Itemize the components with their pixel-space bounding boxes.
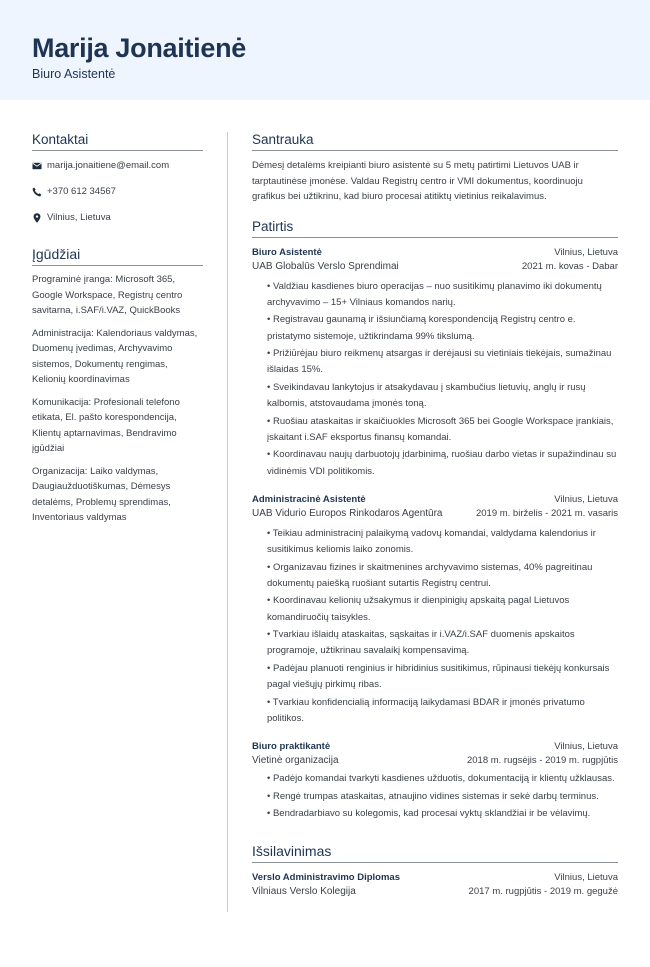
email-icon [32, 161, 42, 171]
job-organization: UAB Vidurio Europos Rinkodaros Agentūra [252, 507, 443, 519]
skill-item: Programinė įranga: Microsoft 365, Google Workspace, Registrų centro savitarna, i.SAF/i.VAZ, QuickBooks [32, 274, 183, 316]
job-bullet: • Prižiūrėjau biuro reikmenų atsargas ir derėjausi su vietiniais tiekėjais, sumažinau išlaidas 15%. [267, 348, 612, 376]
job-dates: 2019 m. birželis - 2021 m. vasaris [475, 507, 618, 519]
job-dates: 2021 m. kovas - Dabar [521, 260, 618, 272]
job-location: Vilnius, Lietuva [554, 493, 618, 505]
person-name: Marija Jonaitienė [32, 33, 246, 63]
job-organization: UAB Globalūs Verslo Sprendimai [252, 260, 399, 272]
job-bullet: • Bendradarbiavo su kolegomis, kad procesai vyktų sklandžiai ir be vėlavimų. [267, 808, 591, 820]
job-bullet: • Tvarkiau išlaidų ataskaitas, sąskaitas ir i.VAZ/i.SAF duomenis apskaitos programoje, užtikrinau savalaikį kompensavimą. [267, 629, 575, 657]
column-divider [227, 132, 228, 912]
education-title: Išsilavinimas [252, 843, 618, 863]
experience-title: Patirtis [252, 219, 618, 238]
skill-item: Organizacija: Laiko valdymas, Daugiaužduotiškumas, Dėmesys detalėms, Problemų sprendimas, Inventoriaus valdymas [32, 465, 171, 523]
job-bullet: • Sveikindavau lankytojus ir atsakydavau į skambučius lietuvių, anglų ir rusų kalbomis, atstovaudama įmonės toną. [267, 381, 586, 410]
job-bullet: • Registravau gaunamą ir išsiunčiamą korespondenciją Registrų centro e. pristatymo sistemoje, užtikrindama 99% tikslumą. [267, 314, 576, 342]
contact-email[interactable] [32, 159, 203, 172]
job-organization: Vietinė organizacija [252, 755, 339, 767]
job-location: Vilnius, Lietuva [554, 246, 618, 258]
job-title: Biuro praktikantė [252, 741, 331, 753]
job-bullet: • Organizavau fizines ir skaitmenines archyvavimo sistemas, 40% pagreitinau dokumentų paiešką ruošiant sutartis Registrų centrui. [267, 561, 593, 589]
job-entry [252, 246, 618, 480]
job-bullets [267, 771, 618, 822]
job-bullets [267, 526, 618, 727]
job-bullet: • Ruošiau ataskaitas ir skaičiuokles Microsoft 365 bei Google Workspace įrankiais, įskaitant i.SAF eksportus finansų komandai. [267, 415, 614, 443]
education-dates: 2017 m. rugpjūtis - 2019 m. gegužė [468, 885, 618, 897]
job-location: Vilnius, Lietuva [554, 741, 618, 753]
education-degree: Verslo Administravimo Diplomas [252, 871, 400, 883]
job-bullet: • Padėjau planuoti renginius ir hibridinius susitikimus, rūpinausi tiekėjų konkursais pagal viešųjų pirkimų ribas. [267, 663, 610, 691]
job-bullet: • Valdžiau kasdienes biuro operacijas – nuo susitikimų planavimo iki dokumentų archyvavimo – 15+ Vilniaus komandos narių. [267, 280, 602, 308]
job-bullet: • Rengė trumpas ataskaitas, atnaujino vidines sistemas ir sekė darbų terminus. [267, 790, 599, 802]
job-bullet: • Koordinavau kelionių užsakymus ir dienpinigių apskaitą pagal Lietuvos komandiruočių taisykles. [267, 595, 570, 623]
contact-email-text: marija.jonaitiene@email.com [47, 160, 170, 171]
job-entry [252, 493, 618, 727]
contact-location-text: Vilnius, Lietuva [47, 212, 111, 223]
location-pin-icon [32, 213, 42, 223]
skills-title: Įgūdžiai [32, 246, 203, 266]
job-dates: 2018 m. rugsėjis - 2019 m. rugpjūtis [466, 755, 618, 767]
education-entry [252, 871, 618, 899]
job-bullet: • Koordinavau naujų darbuotojų įdarbinimą, ruošiau darbo vietas ir supažindinau su vidinėmis VDI politikomis. [267, 449, 617, 477]
job-entry [252, 740, 618, 822]
contact-phone-text: +370 612 34567 [47, 186, 116, 197]
skill-item: Komunikacija: Profesionali telefono etikata, El. pašto korespondencija, Klientų aptarnavimas, Bendravimo įgūdžiai [32, 396, 180, 454]
job-bullet: • Tvarkiau konfidencialią informaciją laikydamasi BDAR ir įmonės privatumo politikos. [267, 696, 585, 725]
job-title: Administracinė Asistentė [252, 493, 366, 505]
job-bullet: • Teikiau administracinį palaikymą vadovų komandai, valdydama kalendorius ir susitikimus keliomis laiko zonomis. [267, 527, 596, 556]
contact-phone[interactable] [32, 185, 203, 198]
header-banner [0, 0, 650, 100]
education-location: Vilnius, Lietuva [554, 871, 618, 883]
main-content [252, 132, 618, 899]
summary-text: Dėmesį detalėms kreipianti biuro asistentė su 5 metų patirtimi Lietuvos UAB ir tarptautinėse įmonėse. Valdau Registrų centro ir VMI dokumentus, koordinuoju grafikus bei užtikrinu, kad biuro procesai atitiktų vietinius reikalavimus. [252, 160, 583, 202]
job-bullets [267, 279, 618, 480]
contacts-title: Kontaktai [32, 132, 203, 151]
person-role: Biuro Asistentė [32, 67, 116, 81]
job-title: Biuro Asistentė [252, 246, 322, 258]
skill-item: Administracija: Kalendoriaus valdymas, Duomenų įvedimas, Archyvavimo sistemos, Dokumentų rengimas, Kelionių koordinavimas [32, 327, 198, 385]
sidebar [32, 132, 203, 533]
summary-title: Santrauka [252, 132, 618, 151]
skills-list [32, 272, 203, 526]
phone-icon [32, 187, 42, 197]
job-bullet: • Padėjo komandai tvarkyti kasdienes užduotis, dokumentaciją ir klientų užklausas. [267, 773, 615, 785]
education-school: Vilniaus Verslo Kolegija [252, 885, 356, 897]
contact-location [32, 211, 203, 224]
